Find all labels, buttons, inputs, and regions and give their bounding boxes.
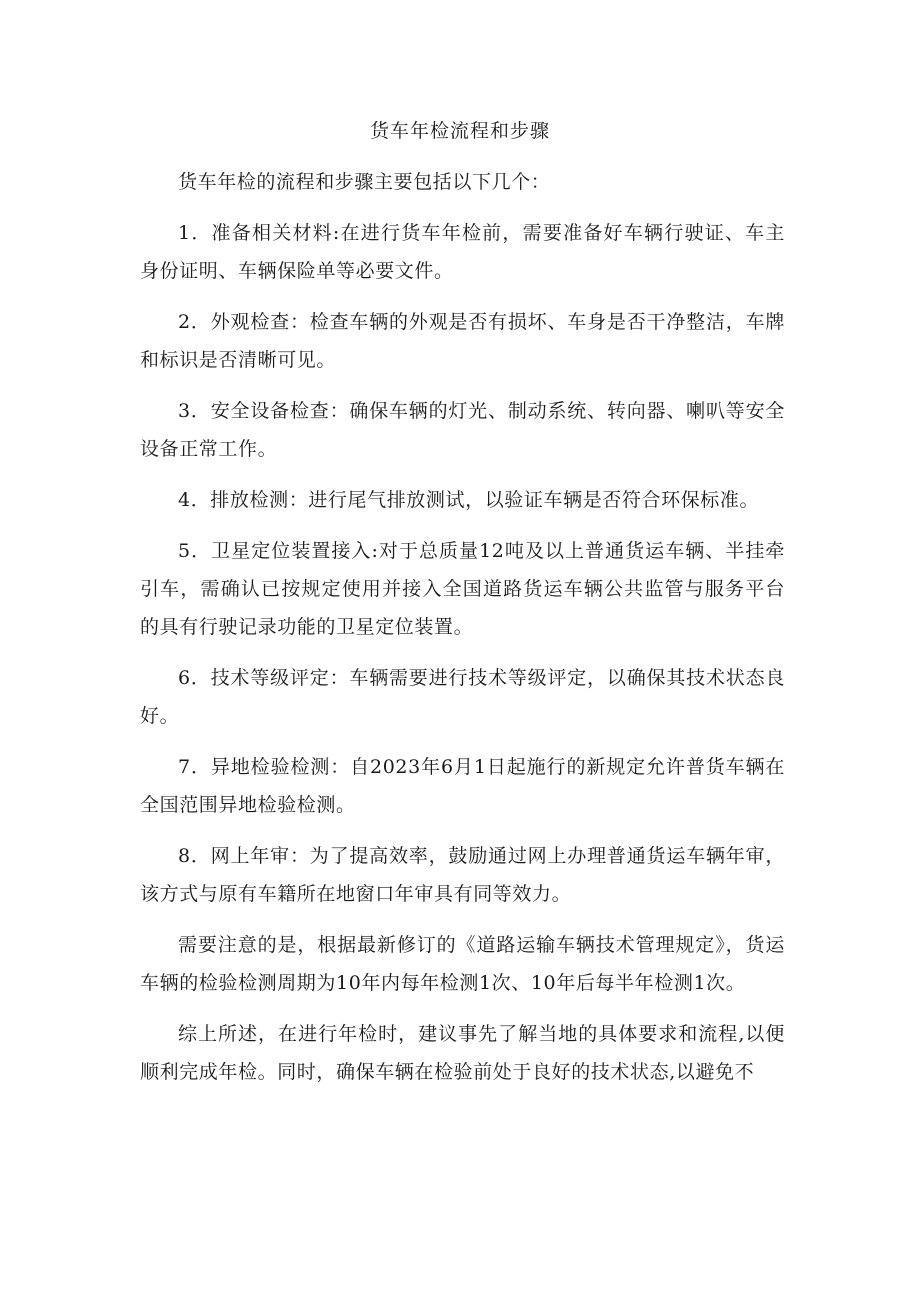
- step-3-paragraph: 3．安全设备检查：确保车辆的灯光、制动系统、转向器、喇叭等安全设备正常工作。: [140, 400, 785, 460]
- document-title: 货车年检流程和步骤: [369, 120, 550, 142]
- step-6-paragraph: 6．技术等级评定：车辆需要进行技术等级评定，以确保其技术状态良好。: [140, 667, 785, 727]
- intro-paragraph: 货车年检的流程和步骤主要包括以下几个：: [178, 171, 551, 193]
- note-paragraph: 需要注意的是，根据最新修订的《道路运输车辆技术管理规定》，货运车辆的检验检测周期为10年内每年检测1次、10年后每半年检测1次。: [140, 934, 785, 994]
- step-5-paragraph: 5．卫星定位装置接入:对于总质量12吨及以上普通货运车辆、半挂牵引车，需确认已按规定使用并接入全国道路货运车辆公共监管与服务平台的具有行驶记录功能的卫星定位装置。: [140, 540, 785, 638]
- summary-paragraph: 综上所述，在进行年检时，建议事先了解当地的具体要求和流程,以便顺利完成年检。同时，确保车辆在检验前处于良好的技术状态,以避免不: [140, 1023, 785, 1083]
- document-body: [140, 163, 785, 1104]
- step-7-paragraph: 7．异地检验检测：自2023年6月1日起施行的新规定允许普货车辆在全国范围异地检验检测。: [140, 756, 785, 816]
- step-4-paragraph: 4．排放检测：进行尾气排放测试，以验证车辆是否符合环保标准。: [178, 489, 760, 511]
- step-1-paragraph: 1．准备相关材料:在进行货车年检前，需要准备好车辆行驶证、车主身份证明、车辆保险单等必要文件。: [140, 222, 785, 282]
- step-2-paragraph: 2．外观检查：检查车辆的外观是否有损坏、车身是否干净整洁，车牌和标识是否清晰可见。: [140, 311, 785, 371]
- step-8-paragraph: 8．网上年审：为了提高效率，鼓励通过网上办理普通货运车辆年审，该方式与原有车籍所在地窗口年审具有同等效力。: [140, 845, 785, 905]
